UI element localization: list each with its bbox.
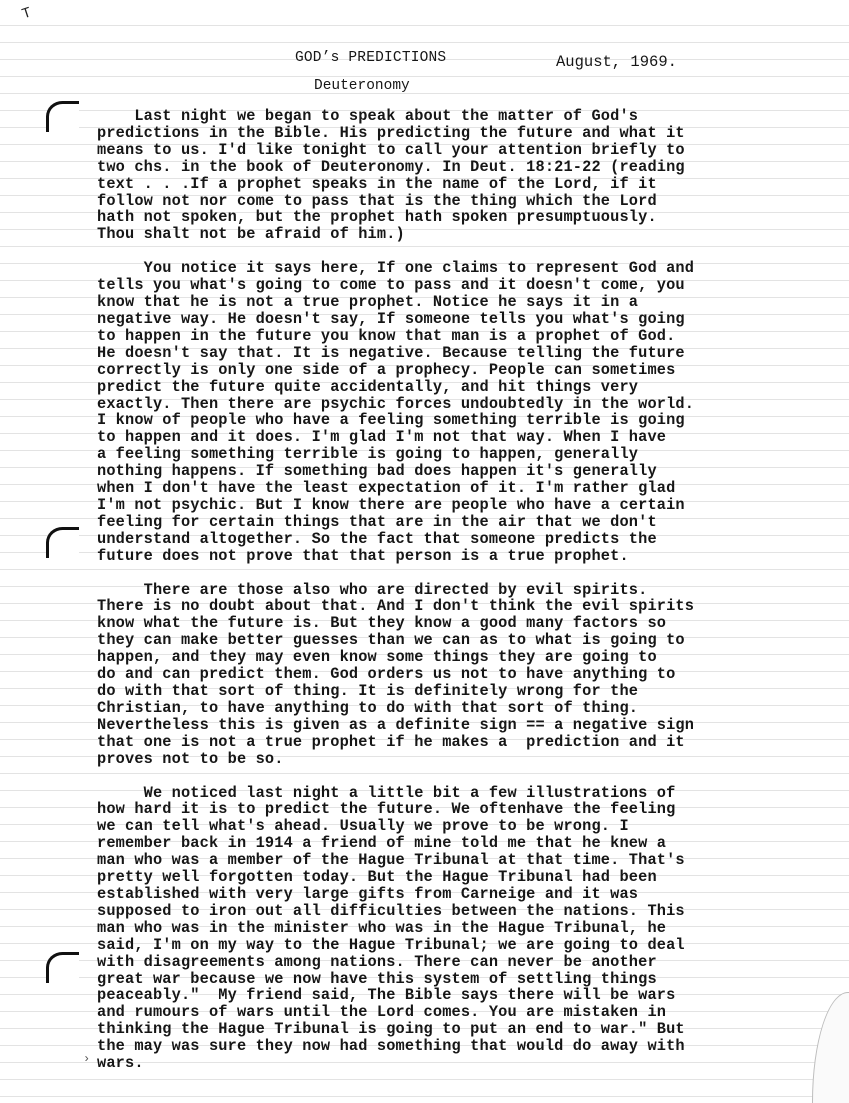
text-line: great war because we now have this system of settling things	[97, 969, 657, 988]
text-line: tells you what's going to come to pass and it doesn't come, you	[97, 276, 685, 295]
text-line: how hard it is to predict the future. We oftenhave the feeling	[97, 800, 676, 819]
binder-hole-middle	[46, 527, 79, 558]
text-line: two chs. in the book of Deuteronomy. In Deut. 18:21-22 (reading	[97, 157, 685, 176]
text-line: I know of people who have a feeling something terrible is going	[97, 411, 685, 430]
paragraph-gap	[97, 768, 762, 785]
binder-hole-bottom	[46, 952, 79, 983]
text-line: they can make better guesses than we can as to what is going to	[97, 631, 685, 650]
footer-mark: ›	[83, 1052, 91, 1066]
text-line: man who was a member of the Hague Tribunal at that time. That's	[97, 851, 685, 870]
sermon-body	[97, 108, 762, 1072]
text-line: pretty well forgotten today. But the Hague Tribunal had been	[97, 868, 657, 887]
text-line: I'm not psychic. But I know there are people who have a certain	[97, 495, 685, 514]
text-line: said, I'm on my way to the Hague Tribunal; we are going to deal	[97, 935, 685, 954]
text-line: know what the future is. But they know a good many factors so	[97, 614, 667, 633]
page-title: GOD’s PREDICTIONS	[295, 50, 447, 66]
text-line: when I don't have the least expectation of it. I'm rather glad	[97, 479, 676, 498]
margin-mark: ᵀ	[18, 4, 38, 31]
text-line: We noticed last night a little bit a few illustrations of	[97, 783, 676, 802]
text-line: that one is not a true prophet if he makes a prediction and it	[97, 732, 685, 751]
text-line: peaceably." My friend said, The Bible says there will be wars	[97, 986, 676, 1005]
text-line: thinking the Hague Tribunal is going to put an end to war." But	[97, 1020, 685, 1039]
text-line: understand altogether. So the fact that someone predicts the	[97, 529, 657, 548]
text-line: feeling for certain things that are in the air that we don't	[97, 512, 657, 531]
paragraph	[97, 108, 762, 243]
text-line: means to us. I'd like tonight to call your attention briefly to	[97, 140, 685, 159]
text-line: correctly is only one side of a prophecy. People can sometimes	[97, 360, 676, 379]
text-line: do with that sort of thing. It is definitely wrong for the	[97, 682, 639, 700]
page-date: August, 1969.	[556, 53, 677, 71]
paragraph	[97, 260, 762, 564]
page-subtitle: Deuteronomy	[314, 78, 410, 94]
text-line: Last night we began to speak about the matter of God's	[97, 107, 639, 125]
text-line: nothing happens. If something bad does happen it's generally	[97, 462, 657, 481]
text-line: predict the future quite accidentally, and hit things very	[97, 377, 639, 396]
binder-hole-top	[46, 101, 79, 132]
text-line: There is no doubt about that. And I don't think the evil spirits	[97, 597, 695, 616]
text-line: proves not to be so.	[97, 749, 284, 768]
text-line: wars.	[97, 1054, 144, 1073]
text-line: remember back in 1914 a friend of mine told me that he knew a	[97, 834, 667, 853]
text-line: negative way. He doesn't say, If someone tells you what's going	[97, 309, 685, 328]
text-line: a feeling something terrible is going to happen, generally	[97, 445, 639, 464]
text-line: and rumours of wars until the Lord comes. You are mistaken in	[97, 1003, 667, 1022]
text-line: with disagreements among nations. There can never be another	[97, 952, 657, 971]
text-line: You notice it says here, If one claims to represent God and	[97, 259, 695, 278]
paragraph-gap	[97, 243, 762, 260]
paragraph	[97, 582, 762, 768]
text-line: There are those also who are directed by evil spirits.	[97, 580, 648, 599]
text-line: hath not spoken, but the prophet hath spoken presumptuously.	[97, 208, 657, 227]
text-line: man who was in the minister who was in the Hague Tribunal, he	[97, 918, 667, 937]
text-line: we can tell what's ahead. Usually we prove to be wrong. I	[97, 817, 629, 836]
text-line: predictions in the Bible. His predicting the future and what it	[97, 123, 685, 142]
text-line: supposed to iron out all difficulties between the nations. This	[97, 901, 685, 920]
text-line: to happen and it does. I'm glad I'm not that way. When I have	[97, 428, 667, 447]
page-curl	[812, 992, 849, 1103]
text-line: to happen in the future you know that man is a prophet of God.	[97, 326, 676, 345]
text-line: future does not prove that that person is a true prophet.	[97, 546, 629, 565]
paragraph-gap	[97, 565, 762, 582]
text-line: do and can predict them. God orders us not to have anything to	[97, 665, 676, 684]
text-line: know that he is not a true prophet. Notice he says it in a	[97, 293, 639, 312]
text-line: Nevertheless this is given as a definite sign == a negative sign	[97, 715, 695, 734]
text-line: Christian, to have anything to do with that sort of thing.	[97, 698, 639, 717]
text-line: happen, and they may even know some things they are going to	[97, 648, 657, 667]
text-line: text . . .If a prophet speaks in the name of the Lord, if it	[97, 174, 657, 193]
text-line: follow not nor come to pass that is the thing which the Lord	[97, 191, 657, 210]
text-line: established with very large gifts from Carneige and it was	[97, 884, 639, 903]
text-line: He doesn't say that. It is negative. Because telling the future	[97, 343, 685, 362]
text-line: Thou shalt not be afraid of him.)	[97, 225, 405, 244]
text-line: the may was sure they now had something that would do away with	[97, 1037, 685, 1056]
text-line: exactly. Then there are psychic forces undoubtedly in the world.	[97, 394, 695, 413]
paragraph	[97, 785, 762, 1072]
